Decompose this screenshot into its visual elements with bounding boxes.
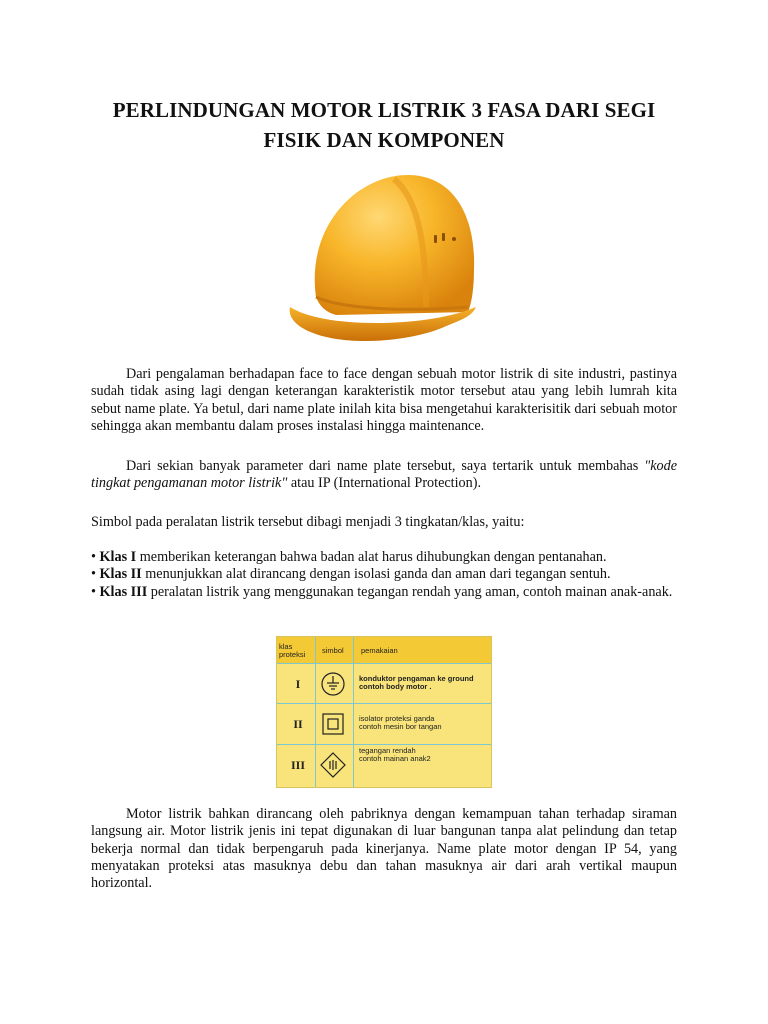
paragraph-ip-text-after: atau IP (International Protection). xyxy=(287,475,482,492)
hard-hat-helmet-icon xyxy=(276,157,492,353)
header-simbol: simbol xyxy=(322,646,344,655)
table-row-1-klas: I xyxy=(295,677,301,691)
low-voltage-symbol-icon xyxy=(320,752,346,778)
table-row-1-usage: konduktor pengaman ke ground contoh body motor . xyxy=(359,674,474,691)
page-title xyxy=(80,95,688,155)
table-divider xyxy=(277,663,491,664)
class-bullet-1: • Klas I memberikan keterangan bahwa badan alat harus dihubungkan dengan pentanahan. xyxy=(91,549,607,565)
page-title-line-1: PERLINDUNGAN MOTOR LISTRIK 3 FASA DARI SEGI xyxy=(112,98,656,122)
paragraph-ip-intro xyxy=(91,458,677,493)
table-divider xyxy=(353,637,354,787)
protection-class-table xyxy=(276,636,492,788)
ground-symbol-icon xyxy=(320,671,346,697)
paragraph-intro: Dari pengalaman berhadapan face to face dengan sebuah motor listrik di site industri, pastinya sudah tidak asing lagi dengan keterangan karakteristik motor tersebut atau yang lebih lumrah kita sebut name plate. Ya betul, dari name plate inilah kita bisa mengetahui karakterisitik dari sebuah motor sehingga akan membantu dalam proses instalasi hingga maintenance. xyxy=(91,366,677,434)
class-bullet-3: • Klas III peralatan listrik yang menggunakan tegangan rendah yang aman, contoh mainan anak-anak. xyxy=(91,583,673,600)
paragraph-ip-text-before: Dari sekian banyak parameter dari name plate tersebut, saya tertarik untuk membahas xyxy=(126,458,645,474)
header-klas-proteksi: klas proteksi xyxy=(279,642,306,659)
table-row-3-usage: tegangan rendah contoh mainan anak2 xyxy=(359,746,431,763)
table-divider xyxy=(315,637,316,787)
paragraph-classes-intro: Simbol pada peralatan listrik tersebut dibagi menjadi 3 tingkatan/klas, yaitu: xyxy=(91,514,525,530)
paragraph-ip-italic: "kode tingkat pengamanan motor listrik" xyxy=(91,458,677,492)
class-bullet-list xyxy=(91,549,677,601)
paragraph-water-protection: Motor listrik bahkan dirancang oleh pabriknya dengan kemampuan tahan terhadap siraman langsung air. Motor listrik jenis ini tepat digunakan di luar bangunan tanpa alat pelindung dan tetap bekerja normal dan tidak berpengaruh pada kinerjanya. Name plate motor dengan IP 54, yang menyatakan proteksi atas masuknya debu dan tahan masuknya air dari arah vertikal maupun horizontal. xyxy=(91,806,677,892)
table-row-3-klas: III xyxy=(290,758,305,772)
table-row-2-klas: II xyxy=(293,717,303,731)
page-title-line-2: FISIK DAN KOMPONEN xyxy=(263,128,505,152)
table-divider xyxy=(277,744,491,745)
header-pemakaian: pemakaian xyxy=(361,646,398,655)
table-row-2-usage: isolator proteksi ganda contoh mesin bor tangan xyxy=(359,714,442,731)
class-bullet-2: • Klas II menunjukkan alat dirancang dengan isolasi ganda dan aman dari tegangan sentuh. xyxy=(91,566,611,583)
double-insulation-icon xyxy=(320,711,346,737)
table-divider xyxy=(277,703,491,704)
